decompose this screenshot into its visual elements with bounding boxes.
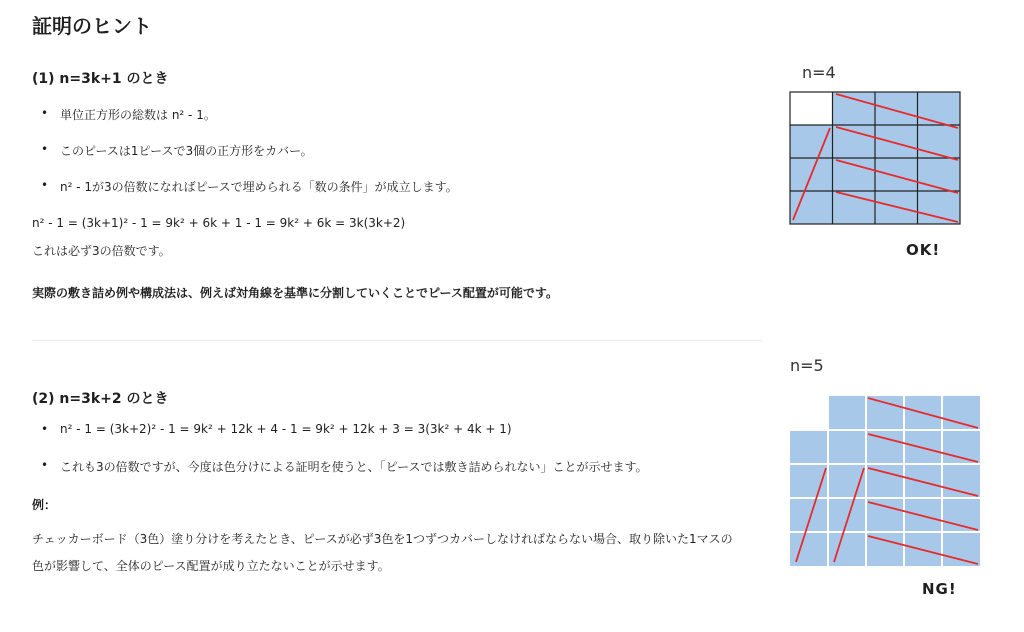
board-cell	[790, 92, 833, 125]
case1-equation: n² - 1 = (3k+1)² - 1 = 9k² + 6k + 1 - 1 = 9k² + 6k = 3k(3k+2)	[32, 216, 406, 230]
figure1-verdict: OK!	[906, 241, 941, 259]
board-cell	[833, 92, 876, 125]
figure2-board	[790, 396, 980, 566]
page-title: 証明のヒント	[32, 14, 152, 38]
case2-bullet-list	[32, 422, 762, 480]
figure2-verdict: NG!	[922, 580, 957, 598]
case1-equation-note: これは必ず3の倍数です。	[32, 244, 171, 258]
case2-heading: (2) n=3k+2 のとき	[32, 391, 169, 407]
case2-bullet: • n² - 1 = (3k+2)² - 1 = 9k² + 12k + 4 - 1 = 9k² + 12k + 3 = 3(3k² + 4k + 1)	[32, 422, 762, 444]
case1-bullet: • 単位正方形の総数は n² - 1。	[32, 106, 752, 128]
case1-conclusion: 実際の敷き詰め例や構成法は、例えば対角線を基準に分割していくことでピース配置が可能です。	[32, 286, 558, 300]
case1-bullet-list	[32, 106, 752, 200]
case2-example-label: 例：	[32, 498, 57, 512]
board-cell	[875, 92, 918, 125]
figure1-label: n=4	[802, 63, 836, 82]
board-cell	[918, 92, 961, 125]
section-divider	[32, 340, 762, 341]
case2-bullet: • これも3の倍数ですが、今度は色分けによる証明を使うと、「ピースでは敷き詰められない」ことが示せます。	[32, 458, 762, 480]
figure1-board	[790, 92, 960, 224]
figure2-label: n=5	[790, 356, 824, 375]
board-cell	[790, 396, 828, 430]
case1-bullet: • このピースは1ピースで3個の正方形をカバー。	[32, 142, 752, 164]
case1-heading: (1) n=3k+1 のとき	[32, 71, 169, 87]
case2-example-line2: 色が影響して、全体のピース配置が成り立たないことが示せます。	[32, 559, 390, 573]
case1-bullet: • n² - 1が3の倍数になればピースで埋められる「数の条件」が成立します。	[32, 178, 752, 200]
case2-example-line1: チェッカーボード（3色）塗り分けを考えたとき、ピースが必ず3色を1つずつカバーしなければならない場合、取り除いた1マスの	[32, 532, 733, 546]
